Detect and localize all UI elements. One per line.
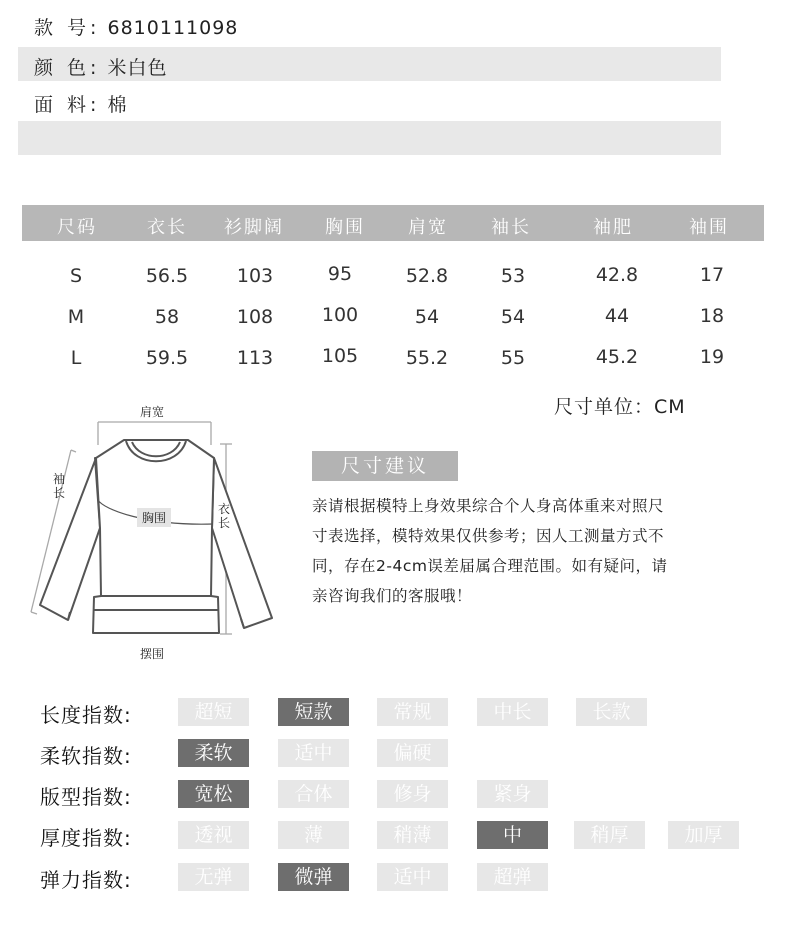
label-hem: 摆围 [140, 647, 165, 661]
fit-index-label: 版型指数: [40, 785, 132, 809]
table-cell: S [69, 265, 83, 287]
info-row-empty [18, 121, 721, 155]
table-cell: 53 [500, 265, 526, 287]
thickness-option: 稍厚 [574, 821, 645, 849]
elasticity-option: 适中 [377, 863, 448, 891]
fit-option-selected: 宽松 [178, 780, 249, 808]
size-table-header [22, 205, 764, 241]
label-body-length: 衣长 [217, 502, 230, 530]
elasticity-index-label: 弹力指数: [40, 868, 132, 892]
table-cell: L [70, 347, 82, 369]
table-cell: 44 [604, 305, 630, 327]
thickness-index-label: 厚度指数: [40, 826, 132, 850]
col-cuff: 袖围 [689, 217, 729, 238]
elasticity-option: 无弹 [178, 863, 249, 891]
fit-option: 紧身 [477, 780, 548, 808]
table-cell: 108 [236, 306, 274, 328]
color-info: 颜 色: 米白色 [34, 57, 168, 79]
table-cell: 19 [699, 346, 725, 368]
col-hem: 衫脚阔 [224, 217, 284, 238]
col-length: 衣长 [147, 217, 187, 238]
col-sleeve-width: 袖肥 [593, 217, 633, 238]
table-cell: 45.2 [595, 346, 639, 368]
col-chest: 胸围 [325, 217, 365, 238]
table-cell: 58 [154, 306, 180, 328]
softness-option: 偏硬 [377, 739, 448, 767]
table-cell: 52.8 [405, 265, 449, 287]
fit-option: 修身 [377, 780, 448, 808]
table-cell: 55 [500, 347, 526, 369]
table-cell: 113 [236, 347, 274, 369]
table-cell: 54 [500, 306, 526, 328]
table-cell: 59.5 [145, 347, 189, 369]
col-shoulder: 肩宽 [408, 217, 448, 238]
label-sleeve-length: 袖长 [52, 472, 65, 500]
label-shoulder: 肩宽 [140, 405, 165, 419]
style-no: 款 号: 6810111098 [34, 17, 239, 39]
table-cell: 105 [321, 345, 359, 367]
col-sleeve-length: 袖长 [491, 217, 531, 238]
label-chest: 胸围 [137, 508, 171, 527]
size-unit: 尺寸单位：CM [554, 396, 686, 418]
table-cell: 17 [699, 264, 725, 286]
length-option: 超短 [178, 698, 249, 726]
sweatshirt-outline-icon [28, 400, 278, 665]
table-cell: 54 [414, 306, 440, 328]
table-cell: 100 [321, 304, 359, 326]
length-option: 中长 [477, 698, 548, 726]
col-size: 尺码 [57, 217, 97, 238]
softness-index-label: 柔软指数: [40, 744, 132, 768]
table-cell: 95 [327, 263, 353, 285]
advice-line: 亲咨询我们的客服哦！ [312, 587, 473, 605]
info-row-fabric [18, 84, 721, 118]
table-cell: 55.2 [405, 347, 449, 369]
softness-option-selected: 柔软 [178, 739, 249, 767]
table-cell: 42.8 [595, 264, 639, 286]
fabric-info: 面 料: 棉 [34, 94, 128, 116]
elasticity-option-selected: 微弹 [278, 863, 349, 891]
length-option: 长款 [576, 698, 647, 726]
length-option-selected: 短款 [278, 698, 349, 726]
fit-option: 合体 [278, 780, 349, 808]
thickness-option: 稍薄 [377, 821, 448, 849]
thickness-option: 薄 [278, 821, 349, 849]
table-cell: 18 [699, 305, 725, 327]
thickness-option: 透视 [178, 821, 249, 849]
table-cell: 103 [236, 265, 274, 287]
table-cell: 56.5 [145, 265, 189, 287]
softness-option: 适中 [278, 739, 349, 767]
elasticity-option: 超弹 [477, 863, 548, 891]
advice-line: 寸表选择，模特效果仅供参考；因人工测量方式不 [312, 527, 665, 545]
table-cell: M [67, 306, 85, 328]
advice-line: 亲请根据模特上身效果综合个人身高体重来对照尺 [312, 497, 665, 515]
thickness-option-selected: 中 [477, 821, 548, 849]
length-option: 常规 [377, 698, 448, 726]
advice-line: 同，存在2-4cm误差届属合理范围。如有疑问，请 [312, 557, 668, 575]
garment-diagram [28, 400, 278, 665]
thickness-option: 加厚 [668, 821, 739, 849]
info-row-color [18, 47, 721, 81]
info-row-style [18, 7, 721, 41]
length-index-label: 长度指数: [40, 703, 132, 727]
advice-title: 尺寸建议 [312, 451, 458, 481]
